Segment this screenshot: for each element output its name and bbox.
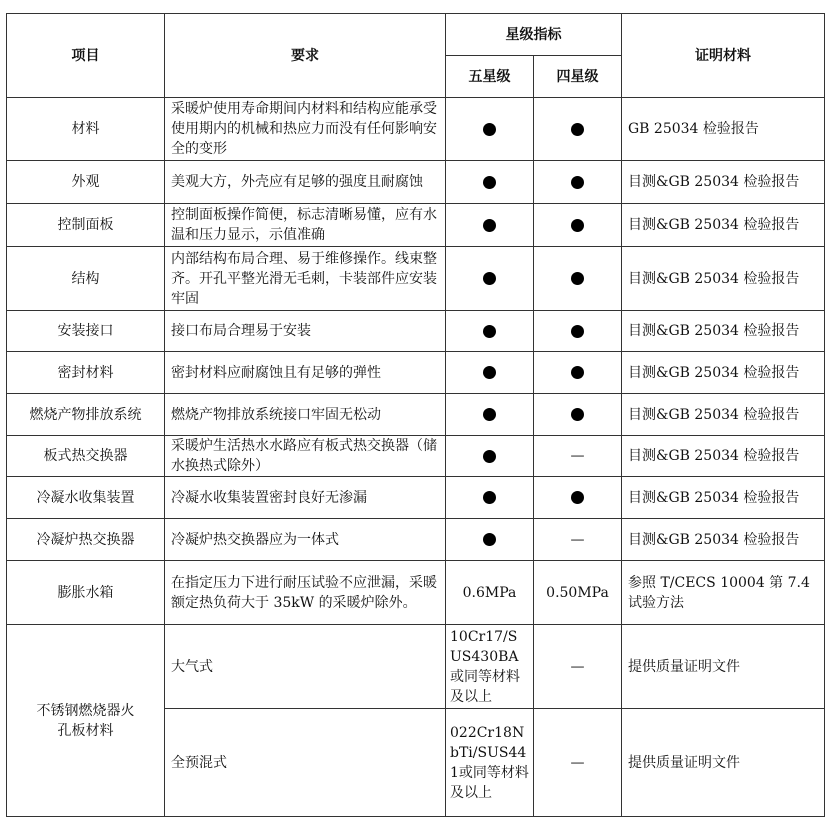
- item-cell: 结构: [7, 247, 165, 311]
- requirement-cell: 密封材料应耐腐蚀且有足够的弹性: [165, 352, 446, 394]
- requirement-cell: 内部结构布局合理、易于维修操作。线束整齐。开孔平整光滑无毛刺，卡装部件应安装牢固: [165, 247, 446, 311]
- four-star-cell: [534, 394, 622, 436]
- five-star-cell: [446, 161, 534, 204]
- filled-circle-icon: [571, 176, 584, 189]
- header-four-star: 四星级: [534, 56, 622, 98]
- filled-circle-icon: [483, 325, 496, 338]
- filled-circle-icon: [483, 272, 496, 285]
- filled-circle-icon: [483, 366, 496, 379]
- requirement-cell: 在指定压力下进行耐压试验不应泄漏，采暖额定热负荷大于 35kW 的采暖炉除外。: [165, 561, 446, 625]
- header-proof: 证明材料: [622, 14, 825, 98]
- filled-circle-icon: [483, 176, 496, 189]
- header-requirement: 要求: [165, 14, 446, 98]
- item-cell: 材料: [7, 98, 165, 161]
- requirement-cell: 大气式: [165, 625, 446, 709]
- five-star-cell: [446, 247, 534, 311]
- four-star-cell: [534, 709, 622, 817]
- five-star-cell: 022Cr18NbTi/SUS441或同等材料及以上: [446, 709, 534, 817]
- four-star-cell: [534, 247, 622, 311]
- cell-value: —: [570, 448, 585, 464]
- requirement-cell: 采暖炉生活热水水路应有板式热交换器（储水换热式除外）: [165, 436, 446, 477]
- table-row: [7, 394, 825, 436]
- five-star-cell: [446, 477, 534, 519]
- table-row: [7, 204, 825, 247]
- four-star-cell: [534, 625, 622, 709]
- item-cell: 板式热交换器: [7, 436, 165, 477]
- table-row: [7, 161, 825, 204]
- requirement-cell: 冷凝炉热交换器应为一体式: [165, 519, 446, 561]
- filled-circle-icon: [571, 491, 584, 504]
- item-cell: 密封材料: [7, 352, 165, 394]
- item-cell: 冷凝水收集装置: [7, 477, 165, 519]
- item-cell: 外观: [7, 161, 165, 204]
- table-body: [7, 98, 825, 817]
- filled-circle-icon: [483, 533, 496, 546]
- filled-circle-icon: [483, 450, 496, 463]
- four-star-cell: [534, 477, 622, 519]
- five-star-cell: [446, 561, 534, 625]
- proof-cell: 目测&GB 25034 检验报告: [622, 352, 825, 394]
- filled-circle-icon: [483, 219, 496, 232]
- filled-circle-icon: [483, 491, 496, 504]
- proof-cell: 目测&GB 25034 检验报告: [622, 519, 825, 561]
- item-cell: 控制面板: [7, 204, 165, 247]
- filled-circle-icon: [571, 366, 584, 379]
- item-cell: 不锈钢燃烧器火孔板材料: [7, 625, 165, 817]
- cell-value: 0.6MPa: [462, 584, 517, 601]
- requirement-cell: 美观大方，外壳应有足够的强度且耐腐蚀: [165, 161, 446, 204]
- cell-value: 0.50MPa: [546, 584, 609, 601]
- filled-circle-icon: [571, 325, 584, 338]
- proof-cell: 提供质量证明文件: [622, 625, 825, 709]
- table-row: [7, 98, 825, 161]
- table-row: [7, 519, 825, 561]
- filled-circle-icon: [571, 219, 584, 232]
- header-item: 项目: [7, 14, 165, 98]
- five-star-cell: [446, 98, 534, 161]
- proof-cell: 目测&GB 25034 检验报告: [622, 436, 825, 477]
- table-row: [7, 247, 825, 311]
- four-star-cell: [534, 311, 622, 352]
- table-row: [7, 561, 825, 625]
- requirement-cell: 全预混式: [165, 709, 446, 817]
- proof-cell: 提供质量证明文件: [622, 709, 825, 817]
- header-five-star: 五星级: [446, 56, 534, 98]
- five-star-cell: [446, 204, 534, 247]
- filled-circle-icon: [483, 408, 496, 421]
- item-cell: 安装接口: [7, 311, 165, 352]
- table-row: [7, 625, 825, 709]
- five-star-cell: 10Cr17/SUS430BA或同等材料及以上: [446, 625, 534, 709]
- table-row: [7, 436, 825, 477]
- table-row: [7, 477, 825, 519]
- five-star-cell: [446, 436, 534, 477]
- cell-value: —: [570, 658, 585, 675]
- proof-cell: 目测&GB 25034 检验报告: [622, 247, 825, 311]
- four-star-cell: [534, 161, 622, 204]
- five-star-cell: [446, 519, 534, 561]
- four-star-cell: [534, 204, 622, 247]
- proof-cell: 目测&GB 25034 检验报告: [622, 204, 825, 247]
- requirement-cell: 控制面板操作简便，标志清晰易懂，应有水温和压力显示，示值准确: [165, 204, 446, 247]
- proof-cell: 目测&GB 25034 检验报告: [622, 311, 825, 352]
- proof-cell: 目测&GB 25034 检验报告: [622, 394, 825, 436]
- proof-cell: 参照 T/CECS 10004 第 7.4 试验方法: [622, 561, 825, 625]
- cell-value: —: [570, 531, 585, 548]
- item-cell: 燃烧产物排放系统: [7, 394, 165, 436]
- four-star-cell: [534, 519, 622, 561]
- star-rating-table: [6, 13, 825, 817]
- five-star-cell: [446, 352, 534, 394]
- filled-circle-icon: [571, 272, 584, 285]
- filled-circle-icon: [483, 123, 496, 136]
- requirement-cell: 燃烧产物排放系统接口牢固无松动: [165, 394, 446, 436]
- five-star-cell: [446, 311, 534, 352]
- proof-cell: GB 25034 检验报告: [622, 98, 825, 161]
- proof-cell: 目测&GB 25034 检验报告: [622, 477, 825, 519]
- requirement-cell: 冷凝水收集装置密封良好无渗漏: [165, 477, 446, 519]
- requirement-cell: 接口布局合理易于安装: [165, 311, 446, 352]
- filled-circle-icon: [571, 123, 584, 136]
- five-star-cell: [446, 394, 534, 436]
- item-cell: 膨胀水箱: [7, 561, 165, 625]
- four-star-cell: [534, 352, 622, 394]
- four-star-cell: [534, 561, 622, 625]
- cell-value: —: [570, 754, 585, 771]
- requirement-cell: 采暖炉使用寿命期间内材料和结构应能承受使用期内的机械和热应力而没有任何影响安全的变形: [165, 98, 446, 161]
- table-row: [7, 352, 825, 394]
- four-star-cell: [534, 98, 622, 161]
- header-star-level: 星级指标: [446, 14, 622, 56]
- four-star-cell: [534, 436, 622, 477]
- filled-circle-icon: [571, 408, 584, 421]
- item-cell: 冷凝炉热交换器: [7, 519, 165, 561]
- table-row: [7, 311, 825, 352]
- proof-cell: 目测&GB 25034 检验报告: [622, 161, 825, 204]
